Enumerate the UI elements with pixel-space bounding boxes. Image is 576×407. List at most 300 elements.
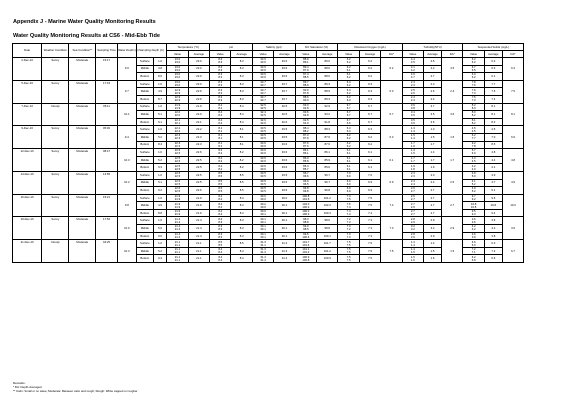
cell-temp-values-reading-1: 22.5: [174, 148, 181, 153]
cell-sal-values-reading-2: 30.1: [260, 212, 266, 217]
cell-turb-values: [402, 209, 423, 217]
cell-sal-values-reading-1: 33.6: [260, 72, 266, 77]
cell-do-average: 7.4: [359, 209, 380, 217]
cell-weather: Cloudy: [42, 103, 69, 126]
cell-dos-values-reading-1: 92.5: [303, 118, 309, 123]
cell-do-average: 7.3: [359, 225, 380, 233]
cell-turb-values-reading-1: 3.4: [410, 110, 415, 115]
cell-temp-values-reading-1: 23.0: [174, 80, 181, 85]
cell-ph-values-reading-2: 8.5: [218, 174, 223, 179]
cell-ph-average: 8.3: [231, 95, 252, 103]
cell-turb-values-reading-2: 1.5: [410, 151, 415, 156]
header-weather: Weather Condition: [42, 44, 69, 58]
cell-turb-values-reading-2: 4.2: [410, 67, 415, 72]
cell-dos-average: 101.2: [317, 194, 338, 202]
cell-turb-values-reading-1: 2.3: [410, 171, 415, 176]
cell-turb-values-reading-1: 2.8: [410, 231, 415, 236]
cell-sea-condition: Moderate: [69, 149, 96, 172]
header-date: Date: [13, 44, 42, 58]
cell-temp-values-reading-1: 21.9: [174, 193, 181, 198]
cell-ph-values-reading-1: 8.3: [218, 87, 223, 92]
cell-temp-values-reading-1: 21.4: [174, 224, 181, 229]
header-ss-da: DA*: [502, 51, 523, 58]
cell-weather: Sunny: [42, 149, 69, 172]
cell-ss-average: 5.1: [484, 187, 502, 195]
cell-ph-values: [210, 156, 231, 164]
cell-do-values: [338, 156, 359, 164]
cell-sal-average: 30.1: [274, 202, 295, 210]
cell-dos-average: 98.8: [317, 225, 338, 233]
cell-weather: Sunny: [42, 126, 69, 149]
cell-ss-values-reading-2: 8.2: [471, 121, 476, 126]
remarks: [13, 382, 138, 393]
cell-turb-values: [402, 58, 423, 66]
cell-sal-average: 30.1: [274, 232, 295, 240]
header-temp-value: Value: [167, 51, 188, 58]
cell-temp-values-reading-1: 21.4: [174, 231, 181, 236]
cell-do-da: 7.3: [381, 217, 402, 240]
cell-sal-average: 30.0: [274, 194, 295, 202]
cell-do-average: 7.3: [359, 232, 380, 240]
cell-do-values-reading-1: 6.1: [346, 148, 351, 153]
cell-turb-average: 2.3: [424, 80, 442, 88]
cell-ss-values-reading-1: 9.5: [471, 209, 476, 214]
cell-dos-values-reading-1: 88.9: [303, 57, 309, 62]
cell-sal-values-reading-2: 32.5: [260, 113, 266, 118]
cell-temp-values: [167, 118, 188, 126]
cell-do-average: 6.9: [359, 187, 380, 195]
cell-do-values: [338, 133, 359, 141]
cell-turb-da: 1.7: [442, 149, 463, 172]
cell-do-values-reading-2: 6.9: [346, 181, 351, 186]
cell-weather: Sunny: [42, 217, 69, 240]
cell-ss-average: 9.4: [484, 209, 502, 217]
cell-dos-values-reading-1: 96.9: [303, 178, 309, 183]
header-turb-average: Average: [424, 51, 442, 58]
cell-temp-values: [167, 255, 188, 263]
cell-sal-values-reading-1: 30.1: [260, 216, 266, 221]
cell-temp-average: 22.0: [188, 111, 209, 119]
cell-ph-values-reading-2: 8.5: [218, 181, 223, 186]
cell-temp-values-reading-2: 22.9: [174, 98, 181, 103]
cell-ph-values: [210, 95, 231, 103]
cell-do-values-reading-2: 6.2: [346, 143, 351, 148]
cell-sal-values: [252, 255, 273, 263]
cell-ss-average: 4.1: [484, 164, 502, 172]
cell-ph-values-reading-1: 8.5: [218, 239, 223, 244]
cell-turb-values-reading-2: 2.4: [410, 98, 415, 103]
cell-turb-values-reading-1: 2.7: [410, 209, 415, 214]
cell-turb-values-reading-1: 1.3: [410, 125, 415, 130]
cell-sampling-depth: 9.3: [153, 255, 167, 263]
cell-dos-values-reading-2: 90.0: [303, 98, 309, 103]
cell-do-da: 6.3: [381, 80, 402, 103]
cell-sampling-depth: 9.0: [153, 232, 167, 240]
cell-ss-average: 7.0: [484, 133, 502, 141]
cell-turb-values-reading-2: 2.6: [410, 204, 415, 209]
cell-dos-values-reading-1: 89.4: [303, 64, 309, 69]
cell-do-values-reading-1: 6.3: [346, 87, 351, 92]
cell-sampling-depth: 9.3: [153, 164, 167, 172]
cell-ss-values: [463, 171, 484, 179]
cell-turb-values-reading-1: 3.6: [410, 102, 415, 107]
cell-dos-average: 101.2: [317, 247, 338, 255]
cell-temp-average: 21.9: [188, 202, 209, 210]
cell-date: 7-Dec-16: [13, 103, 42, 126]
cell-sampling-time: 17:52: [96, 217, 117, 240]
header-do-saturation: DO Saturation (%): [295, 44, 338, 51]
cell-dos-values-reading-1: 90.0: [303, 87, 309, 92]
cell-turb-average: 4.5: [424, 58, 442, 66]
cell-ss-average: 9.5: [484, 194, 502, 202]
cell-ss-average: 6.6: [484, 65, 502, 73]
cell-do-average: 6.1: [359, 164, 380, 172]
cell-ss-average: 4.8: [484, 149, 502, 157]
cell-temp-values-reading-1: 21.9: [174, 201, 181, 206]
cell-dos-values-reading-2: 101.2: [302, 250, 310, 255]
cell-ph-average: 8.2: [231, 149, 252, 157]
cell-depth-level: Surface: [136, 217, 153, 225]
cell-sampling-depth: 5.1: [153, 179, 167, 187]
cell-turb-values-reading-2: 1.4: [410, 242, 415, 247]
cell-ph-average: 8.5: [231, 240, 252, 248]
cell-ph-values-reading-2: 8.5: [218, 242, 223, 247]
cell-ss-values-reading-1: 3.6: [471, 231, 476, 236]
cell-sal-values: [252, 133, 273, 141]
cell-water-depth: 10.3: [117, 240, 136, 263]
cell-date: 5-Dec-16: [13, 80, 42, 103]
cell-ss-values-reading-2: 10.8: [470, 204, 477, 209]
cell-dos-average: 89.0: [317, 58, 338, 66]
header-dissolved-oxygen: Dissolved Oxygen (mg/L): [338, 44, 402, 51]
cell-ss-average: 4.2: [484, 225, 502, 233]
cell-ph-values-reading-1: 8.5: [218, 186, 223, 191]
cell-temp-values-reading-1: 22.5: [174, 178, 181, 183]
cell-ph-values: [210, 194, 231, 202]
cell-ph-average: 8.3: [231, 88, 252, 96]
cell-ph-average: 8.4: [231, 202, 252, 210]
cell-date: 16-Dec-16: [13, 194, 42, 217]
cell-water-depth: 10.3: [117, 149, 136, 172]
cell-temp-values-reading-1: 22.0: [174, 110, 181, 115]
cell-do-values-reading-2: 7.5: [346, 250, 351, 255]
cell-dos-values-reading-2: 100.8: [302, 257, 310, 262]
cell-temp-values-reading-2: 21.1: [174, 257, 181, 262]
cell-ph-values-reading-1: 8.1: [218, 125, 223, 130]
cell-temp-values-reading-2: 23.0: [174, 75, 181, 80]
cell-depth-level: Surface: [136, 103, 153, 111]
cell-temp-average: 21.4: [188, 217, 209, 225]
cell-ss-values: [463, 95, 484, 103]
cell-ph-values-reading-1: 8.1: [218, 133, 223, 138]
cell-ss-values-reading-1: 7.5: [471, 95, 476, 100]
cell-dos-values-reading-1: 96.7: [303, 171, 309, 176]
cell-ph-average: 8.5: [231, 187, 252, 195]
appendix-title: Appendix J - Marine Water Quality Monitoring Results: [13, 19, 156, 25]
cell-temp-average: 23.0: [188, 73, 209, 81]
cell-ph-values-reading-1: 8.2: [218, 163, 223, 168]
cell-temp-values-reading-2: 21.1: [174, 242, 181, 247]
cell-do-values-reading-2: 6.2: [346, 75, 351, 80]
cell-turb-average: 2.4: [424, 179, 442, 187]
cell-depth-level: Surface: [136, 171, 153, 179]
cell-ss-average: 8.1: [484, 103, 502, 111]
cell-temp-values-reading-2: 21.9: [174, 212, 181, 217]
cell-dos-values-reading-2: 88.9: [303, 83, 309, 88]
header-ss-average: Average: [484, 51, 502, 58]
cell-dos-values-reading-1: 98.3: [303, 216, 309, 221]
cell-sampling-depth: 1.0: [153, 240, 167, 248]
cell-ph-average: 8.1: [231, 126, 252, 134]
cell-ss-da: 3.9: [502, 217, 523, 240]
cell-sal-average: 33.6: [274, 141, 295, 149]
cell-temp-average: 22.5: [188, 171, 209, 179]
cell-turb-average: 2.7: [424, 194, 442, 202]
cell-turb-values-reading-1: 3.2: [410, 224, 415, 229]
cell-do-values-reading-1: 6.9: [346, 178, 351, 183]
cell-ss-values-reading-1: 4.3: [471, 156, 476, 161]
cell-turb-values-reading-2: 3.6: [410, 121, 415, 126]
cell-turb-values-reading-1: 2.4: [410, 95, 415, 100]
cell-temp-average: 22.9: [188, 88, 209, 96]
cell-ss-average: 4.4: [484, 156, 502, 164]
cell-turb-values-reading-2: 2.9: [410, 234, 415, 239]
cell-sal-values-reading-1: 30.0: [260, 209, 266, 214]
cell-do-average: 6.2: [359, 141, 380, 149]
cell-turb-values-reading-2: 1.6: [410, 257, 415, 262]
cell-temp-average: 21.1: [188, 240, 209, 248]
cell-do-average: 7.5: [359, 255, 380, 263]
cell-sal-average: 32.6: [274, 118, 295, 126]
cell-sal-values-reading-2: 33.5: [260, 174, 266, 179]
cell-turb-values-reading-1: 1.5: [410, 133, 415, 138]
cell-sampling-depth: 1.0: [153, 58, 167, 66]
cell-ss-values-reading-2: 3.6: [471, 219, 476, 224]
cell-dos-values-reading-2: 87.9: [303, 67, 309, 72]
cell-ss-values-reading-1: 6.2: [471, 254, 476, 259]
cell-depth-level: Bottom: [136, 118, 153, 126]
cell-dos-values: [295, 58, 316, 66]
cell-do-average: 6.7: [359, 103, 380, 111]
cell-depth-level: Middle: [136, 88, 153, 96]
cell-sampling-depth: 5.0: [153, 225, 167, 233]
cell-do-average: 6.3: [359, 126, 380, 134]
cell-ph-values-reading-1: 8.4: [218, 247, 223, 252]
cell-dos-average: 93.2: [317, 111, 338, 119]
header-turb-value: Value: [402, 51, 423, 58]
cell-date: 14-Dec-16: [13, 171, 42, 194]
cell-turb-average: 1.3: [424, 126, 442, 134]
cell-sal-average: 31.3: [274, 247, 295, 255]
cell-turb-values-reading-1: 1.4: [410, 247, 415, 252]
cell-sal-values-reading-1: 33.6: [260, 57, 266, 62]
cell-temp-values-reading-1: 22.3: [174, 140, 181, 145]
cell-do-values-reading-1: 6.3: [346, 80, 351, 85]
cell-ss-values: [463, 232, 484, 240]
cell-do-values-reading-1: 6.3: [346, 125, 351, 130]
cell-ss-values-reading-1: 3.6: [471, 216, 476, 221]
cell-turb-average: 3.7: [424, 103, 442, 111]
cell-temp-values-reading-1: 22.5: [174, 171, 181, 176]
cell-do-values-reading-1: 7.0: [346, 171, 351, 176]
cell-temp-values-reading-1: 22.1: [174, 118, 181, 123]
cell-temp-values-reading-1: 22.3: [174, 133, 181, 138]
cell-turb-values-reading-1: 4.1: [410, 64, 415, 69]
cell-ph-average: 8.5: [231, 171, 252, 179]
cell-temp-average: 22.9: [188, 95, 209, 103]
cell-turb-values-reading-2: 1.5: [410, 250, 415, 255]
cell-ss-values-reading-2: 5.0: [471, 174, 476, 179]
cell-dos-values-reading-2: 88.2: [303, 128, 309, 133]
cell-dos-average: 92.9: [317, 103, 338, 111]
cell-ss-values-reading-2: 7.6: [471, 83, 476, 88]
cell-ph-average: 8.3: [231, 80, 252, 88]
cell-dos-average: 100.3: [317, 209, 338, 217]
header-sampling-time: Sampling Time: [96, 44, 117, 58]
cell-dos-values: [295, 247, 316, 255]
cell-do-values-reading-2: 7.5: [346, 257, 351, 262]
cell-sal-values-reading-2: 33.5: [260, 181, 266, 186]
cell-turb-values: [402, 80, 423, 88]
cell-sal-average: 31.4: [274, 255, 295, 263]
cell-turb-values-reading-1: 2.3: [410, 80, 415, 85]
cell-temp-average: 21.9: [188, 103, 209, 111]
cell-turb-values-reading-1: 3.5: [410, 118, 415, 123]
table-row: [13, 240, 565, 248]
cell-ph-values: [210, 255, 231, 263]
cell-temp-values-reading-1: 21.1: [174, 247, 181, 252]
header-ph-average: Average: [231, 51, 252, 58]
cell-dos-values-reading-1: 87.3: [303, 133, 309, 138]
cell-depth-level: Surface: [136, 240, 153, 248]
cell-ss-da: 4.8: [502, 149, 523, 172]
cell-ph-average: 8.4: [231, 111, 252, 119]
cell-sampling-time: 15:17: [96, 58, 117, 81]
cell-ph-values: [210, 118, 231, 126]
cell-water-depth: 9.6: [117, 58, 136, 81]
cell-sal-values-reading-1: 33.5: [260, 133, 266, 138]
table-row: [13, 58, 565, 66]
cell-ph-values: [210, 247, 231, 255]
cell-temp-average: 22.5: [188, 156, 209, 164]
cell-ss-values-reading-1: 4.5: [471, 125, 476, 130]
table-row: [13, 80, 565, 88]
cell-dos-values-reading-1: 101.1: [302, 247, 310, 252]
cell-do-values-reading-1: 6.1: [346, 156, 351, 161]
cell-ph-values-reading-1: 8.4: [218, 209, 223, 214]
cell-do-values-reading-2: 6.2: [346, 83, 351, 88]
cell-dos-values-reading-1: 87.4: [303, 72, 309, 77]
cell-do-values: [338, 80, 359, 88]
cell-turb-average: 3.5: [424, 111, 442, 119]
cell-dos-values-reading-1: 100.8: [302, 193, 310, 198]
cell-turb-values-reading-2: 1.7: [410, 159, 415, 164]
cell-sal-values-reading-1: 32.6: [260, 118, 266, 123]
cell-dos-values-reading-1: 99.0: [303, 224, 309, 229]
header-turbidity: Turbidity(NTU): [402, 44, 463, 51]
cell-dos-average: 96.8: [317, 187, 338, 195]
cell-temp-values-reading-1: 23.0: [174, 57, 181, 62]
cell-ph-values: [210, 58, 231, 66]
cell-ph-values-reading-1: 8.3: [218, 80, 223, 85]
cell-dos-values-reading-2: 87.8: [303, 90, 309, 95]
cell-do-values-reading-2: 7.4: [346, 212, 351, 217]
cell-temp-values-reading-2: 21.4: [174, 234, 181, 239]
cell-sal-values-reading-2: 30.0: [260, 196, 266, 201]
cell-dos-values-reading-2: 100.3: [302, 212, 310, 217]
cell-sampling-depth: 8.7: [153, 95, 167, 103]
cell-do-values-reading-1: 7.4: [346, 209, 351, 214]
cell-do-da: 7.4: [381, 194, 402, 217]
cell-depth-level: Bottom: [136, 95, 153, 103]
cell-ss-values-reading-1: 4.2: [471, 163, 476, 168]
cell-turb-values-reading-2: 3.6: [410, 113, 415, 118]
cell-water-depth: 10.0: [117, 217, 136, 240]
cell-depth-level: Bottom: [136, 73, 153, 81]
cell-dos-values-reading-1: 89.7: [303, 80, 309, 85]
cell-temp-average: 22.5: [188, 164, 209, 172]
cell-dos-average: 96.7: [317, 179, 338, 187]
cell-ph-average: 8.3: [231, 73, 252, 81]
cell-dos-average: 101.7: [317, 240, 338, 248]
cell-ss-values-reading-2: 7.3: [471, 98, 476, 103]
cell-dos-average: 87.6: [317, 133, 338, 141]
cell-turb-values-reading-2: 2.7: [410, 212, 415, 217]
cell-temp-values-reading-1: 22.2: [174, 125, 181, 130]
cell-sal-average: 33.5: [274, 187, 295, 195]
cell-dos-values-reading-2: 96.8: [303, 189, 309, 194]
table-row: [13, 126, 565, 134]
cell-temp-average: 21.4: [188, 225, 209, 233]
cell-sal-values: [252, 171, 273, 179]
cell-depth-level: Middle: [136, 111, 153, 119]
cell-dos-values-reading-1: 87.6: [303, 140, 309, 145]
cell-dos-values-reading-1: 86.1: [303, 148, 309, 153]
cell-sal-average: 32.5: [274, 103, 295, 111]
cell-sea-condition: Moderate: [69, 217, 96, 240]
cell-turb-values: [402, 156, 423, 164]
cell-ph-values-reading-2: 8.3: [218, 219, 223, 224]
cell-ss-values-reading-2: 6.0: [471, 242, 476, 247]
cell-sampling-time: 05:11: [96, 103, 117, 126]
cell-ph-values: [210, 232, 231, 240]
cell-temp-values-reading-1: 21.1: [174, 239, 181, 244]
cell-dos-values: [295, 209, 316, 217]
cell-sal-values: [252, 95, 273, 103]
cell-sal-values-reading-1: 30.0: [260, 193, 266, 198]
cell-ss-values-reading-2: 8.2: [471, 113, 476, 118]
cell-do-average: 7.5: [359, 247, 380, 255]
cell-do-values-reading-1: 6.9: [346, 186, 351, 191]
cell-ss-average: 4.5: [484, 126, 502, 134]
cell-do-average: 6.7: [359, 111, 380, 119]
cell-sal-values-reading-2: 31.3: [260, 250, 266, 255]
cell-ss-da: 8.1: [502, 103, 523, 126]
cell-ph-values-reading-2: 8.3: [218, 90, 223, 95]
cell-turb-values-reading-2: 3.2: [410, 227, 415, 232]
cell-ph-values-reading-2: 8.4: [218, 105, 223, 110]
cell-temp-values-reading-2: 22.3: [174, 136, 181, 141]
cell-ph-values-reading-1: 8.5: [218, 178, 223, 183]
cell-ss-values-reading-2: 4.2: [471, 227, 476, 232]
cell-sal-values-reading-1: 33.7: [260, 87, 266, 92]
cell-sal-average: 33.6: [274, 164, 295, 172]
cell-temp-values-reading-2: 23.0: [174, 67, 181, 72]
cell-sal-values-reading-1: 33.5: [260, 186, 266, 191]
cell-depth-level: Bottom: [136, 187, 153, 195]
cell-dos-values-reading-1: 93.0: [303, 102, 309, 107]
cell-turb-values-reading-2: 4.5: [410, 60, 415, 65]
